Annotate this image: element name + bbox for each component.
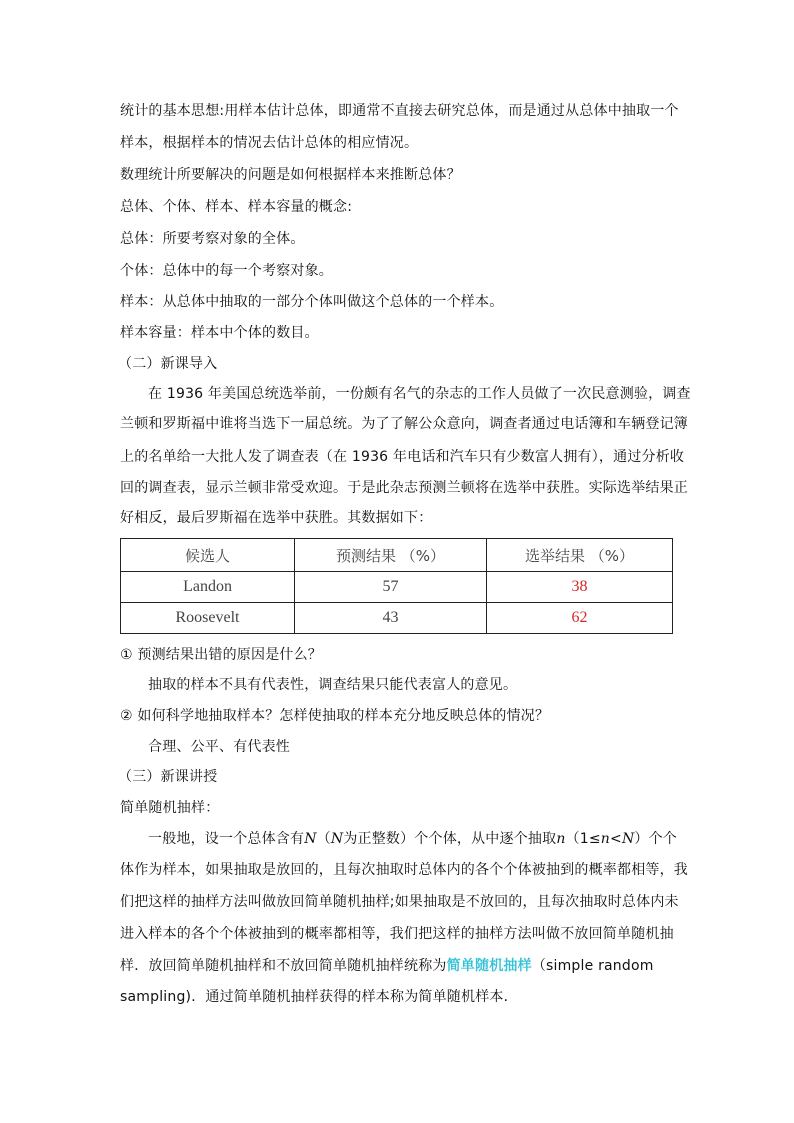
table-header-row (121, 539, 673, 572)
question-2: ② 如何科学地抽取样本？怎样使抽取的样本充分地反映总体的情况？ (120, 708, 550, 724)
answer-1: 抽取的样本不具有代表性，调查结果只能代表富人的意见。 (148, 677, 518, 693)
table-header-cell: 预测结果 （%） (295, 539, 487, 572)
definition-sample-size: 样本容量：样本中个体的数目。 (120, 325, 319, 341)
table-header-cell: 选举结果 （%） (487, 539, 673, 572)
definition-sample: 样本：从总体中抽取的一部分个体叫做这个总体的一个样本。 (120, 294, 504, 310)
section-3-heading: （三）新课讲授 (118, 769, 218, 785)
candidate-cell: Roosevelt (121, 603, 295, 634)
definition-paragraph-line: 体作为样本，如果抽取是放回的，且每次抽取时总体内的各个个体被抽到的概率都相等，我 (120, 862, 688, 878)
predicted-result-cell: 57 (295, 572, 487, 603)
definition-paragraph-line: 进入样本的各个个体被抽到的概率都相等，我们把这样的抽样方法叫做不放回简单随机抽 (120, 926, 674, 942)
highlighted-term: 简单随机抽样 (446, 958, 532, 974)
definition-population: 总体：所要考察对象的全体。 (120, 231, 305, 247)
election-result-cell: 62 (487, 603, 673, 634)
definition-paragraph-line: sampling)．通过简单随机抽样获得的样本称为简单随机样本． (120, 989, 518, 1005)
election-result-cell: 38 (487, 572, 673, 603)
intro-line-2: 样本，根据样本的情况去估计总体的相应情况。 (120, 135, 419, 151)
definition-individual: 个体：总体中的每一个考察对象。 (120, 263, 333, 279)
math-variable: N (304, 831, 317, 847)
math-variable: N (330, 831, 344, 847)
definition-paragraph-line (120, 956, 654, 976)
answer-2: 合理、公平、有代表性 (148, 739, 290, 755)
question-1: ① 预测结果出错的原因是什么？ (120, 647, 323, 663)
math-variable: N (621, 831, 635, 847)
text-run: < (610, 831, 622, 847)
math-variable: n (556, 831, 566, 847)
section-2-paragraph-line: 在 1936 年美国总统选举前，一份颇有名气的杂志的工作人员做了一次民意测验，调查 (148, 386, 691, 402)
text-run: （1≤ (565, 831, 601, 847)
text-run: 为正整数）个个体，从中逐个抽取 (343, 831, 557, 847)
intro-line-3: 数理统计所要解决的问题是如何根据样本来推断总体？ (120, 167, 461, 183)
text-run: ）个个 (634, 831, 677, 847)
section-2-paragraph-line: 好相反，最后罗斯福在选举中获胜。其数据如下： (120, 510, 433, 526)
section-2-paragraph-line: 回的调查表，显示兰顿非常受欢迎。于是此杂志预测兰顿将在选举中获胜。实际选举结果正 (120, 480, 688, 496)
election-data-table (120, 538, 673, 634)
section-2-heading: （二）新课导入 (118, 356, 218, 372)
definition-paragraph-line: 们把这样的抽样方法叫做放回简单随机抽样;如果抽取是不放回的，且每次抽取时总体内未 (120, 894, 679, 910)
table-row (121, 603, 673, 634)
definition-title: 简单随机抽样： (120, 800, 220, 816)
text-run: 一般地，设一个总体含有 (148, 831, 305, 847)
intro-line-1: 统计的基本思想:用样本估计总体，即通常不直接去研究总体，而是通过从总体中抽取一个 (120, 103, 679, 119)
text-run: 样．放回简单随机抽样和不放回简单随机抽样统称为 (120, 958, 447, 974)
math-variable: n (600, 831, 610, 847)
concepts-heading: 总体、个体、样本、样本容量的概念: (120, 199, 353, 215)
table-header-cell: 候选人 (121, 539, 295, 572)
definition-paragraph-line (148, 829, 677, 849)
text-run: （ (316, 831, 331, 847)
text-run: （simple random (531, 958, 654, 974)
candidate-cell: Landon (121, 572, 295, 603)
predicted-result-cell: 43 (295, 603, 487, 634)
section-2-paragraph-line: 上的名单给一大批人发了调查表（在 1936 年电话和汽车只有少数富人拥有），通过分析收 (120, 449, 685, 465)
section-2-paragraph-line: 兰顿和罗斯福中谁将当选下一届总统。为了了解公众意向，调查者通过电话簿和车辆登记簿 (120, 416, 688, 432)
table-row (121, 572, 673, 603)
